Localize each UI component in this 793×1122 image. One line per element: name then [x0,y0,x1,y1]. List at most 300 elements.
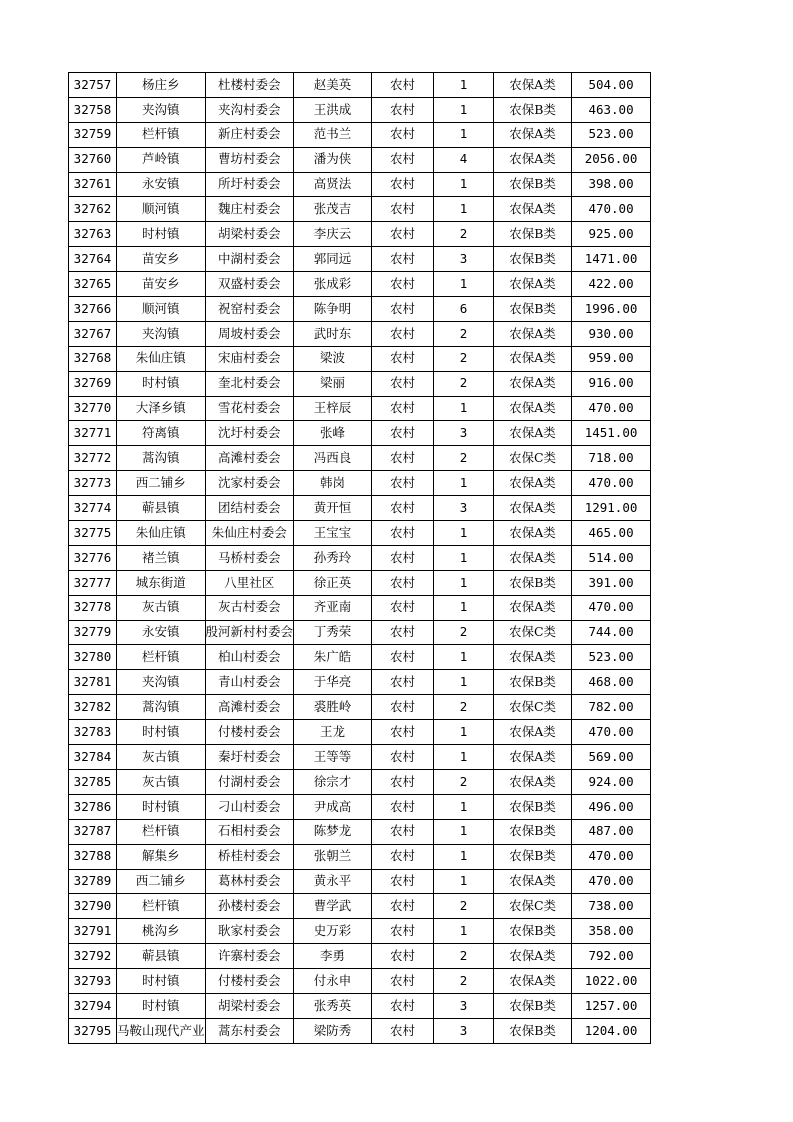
table-row [69,272,651,297]
cell-amount: 523.00 [572,645,651,670]
cell-member-count: 1 [434,122,494,147]
cell-member-count: 1 [434,521,494,546]
cell-township: 符离镇 [117,421,206,446]
cell-record-id: 32790 [69,894,117,919]
table-row [69,1018,651,1043]
cell-household-type: 农村 [372,421,434,446]
cell-record-id: 32784 [69,745,117,770]
table-row [69,869,651,894]
cell-village-committee: 付湖村委会 [205,769,294,794]
cell-member-count: 1 [434,73,494,98]
cell-household-type: 农村 [372,595,434,620]
cell-record-id: 32783 [69,720,117,745]
cell-household-type: 农村 [372,496,434,521]
table-row [69,944,651,969]
cell-village-committee: 魏庄村委会 [205,197,294,222]
cell-township: 解集乡 [117,844,206,869]
cell-person-name: 史万彩 [294,919,372,944]
cell-record-id: 32787 [69,819,117,844]
table-row [69,97,651,122]
cell-village-committee: 朱仙庄村委会 [205,521,294,546]
cell-village-committee: 石相村委会 [205,819,294,844]
cell-village-committee: 胡梁村委会 [205,222,294,247]
cell-record-id: 32781 [69,670,117,695]
cell-village-committee: 马桥村委会 [205,545,294,570]
cell-insurance-category: 农保B类 [494,172,572,197]
cell-insurance-category: 农保B类 [494,819,572,844]
cell-amount: 468.00 [572,670,651,695]
cell-village-committee: 祝窑村委会 [205,297,294,322]
cell-record-id: 32791 [69,919,117,944]
cell-village-committee: 高滩村委会 [205,446,294,471]
cell-household-type: 农村 [372,944,434,969]
cell-member-count: 3 [434,993,494,1018]
cell-person-name: 王龙 [294,720,372,745]
cell-record-id: 32795 [69,1018,117,1043]
cell-township: 褚兰镇 [117,545,206,570]
cell-village-committee: 柏山村委会 [205,645,294,670]
cell-person-name: 陈争明 [294,297,372,322]
cell-insurance-category: 农保B类 [494,919,572,944]
cell-household-type: 农村 [372,446,434,471]
cell-member-count: 1 [434,670,494,695]
cell-township: 栏杆镇 [117,122,206,147]
cell-township: 芦岭镇 [117,147,206,172]
cell-insurance-category: 农保B类 [494,844,572,869]
table-row [69,570,651,595]
cell-household-type: 农村 [372,172,434,197]
cell-household-type: 农村 [372,97,434,122]
cell-household-type: 农村 [372,471,434,496]
cell-record-id: 32794 [69,993,117,1018]
cell-person-name: 梁防秀 [294,1018,372,1043]
cell-household-type: 农村 [372,869,434,894]
cell-village-committee: 双盛村委会 [205,272,294,297]
cell-insurance-category: 农保A类 [494,421,572,446]
cell-person-name: 尹成高 [294,794,372,819]
cell-insurance-category: 农保A类 [494,496,572,521]
cell-record-id: 32758 [69,97,117,122]
table-row [69,73,651,98]
cell-record-id: 32779 [69,620,117,645]
cell-village-committee: 奎北村委会 [205,371,294,396]
table-row [69,172,651,197]
cell-member-count: 1 [434,745,494,770]
cell-member-count: 1 [434,869,494,894]
cell-village-committee: 周坡村委会 [205,321,294,346]
cell-person-name: 张峰 [294,421,372,446]
cell-person-name: 潘为侠 [294,147,372,172]
cell-township: 灰古镇 [117,745,206,770]
cell-amount: 523.00 [572,122,651,147]
cell-record-id: 32786 [69,794,117,819]
cell-member-count: 1 [434,720,494,745]
cell-household-type: 农村 [372,73,434,98]
cell-amount: 925.00 [572,222,651,247]
cell-township: 时村镇 [117,969,206,994]
cell-amount: 358.00 [572,919,651,944]
cell-village-committee: 新庄村委会 [205,122,294,147]
cell-record-id: 32788 [69,844,117,869]
cell-record-id: 32789 [69,869,117,894]
cell-insurance-category: 农保B类 [494,570,572,595]
cell-record-id: 32768 [69,346,117,371]
table-row [69,769,651,794]
cell-member-count: 1 [434,645,494,670]
cell-household-type: 农村 [372,894,434,919]
table-row [69,496,651,521]
table-row [69,993,651,1018]
cell-township: 大泽乡镇 [117,396,206,421]
cell-household-type: 农村 [372,645,434,670]
table-row [69,147,651,172]
cell-household-type: 农村 [372,993,434,1018]
cell-amount: 2056.00 [572,147,651,172]
cell-person-name: 张朝兰 [294,844,372,869]
cell-amount: 496.00 [572,794,651,819]
cell-household-type: 农村 [372,346,434,371]
cell-member-count: 1 [434,794,494,819]
cell-village-committee: 蒿东村委会 [205,1018,294,1043]
cell-village-committee: 高滩村委会 [205,695,294,720]
cell-record-id: 32764 [69,247,117,272]
cell-household-type: 农村 [372,272,434,297]
table-body [69,73,651,1044]
cell-household-type: 农村 [372,570,434,595]
cell-township: 杨庄乡 [117,73,206,98]
cell-township: 夹沟镇 [117,97,206,122]
cell-person-name: 孙秀玲 [294,545,372,570]
cell-insurance-category: 农保A类 [494,471,572,496]
cell-person-name: 李庆云 [294,222,372,247]
cell-township: 蒿沟镇 [117,446,206,471]
cell-record-id: 32770 [69,396,117,421]
table-row [69,321,651,346]
cell-insurance-category: 农保A类 [494,769,572,794]
cell-record-id: 32782 [69,695,117,720]
table-row [69,446,651,471]
cell-person-name: 王梓辰 [294,396,372,421]
cell-member-count: 1 [434,570,494,595]
cell-person-name: 于华亮 [294,670,372,695]
cell-insurance-category: 农保B类 [494,247,572,272]
cell-person-name: 范书兰 [294,122,372,147]
cell-insurance-category: 农保B类 [494,97,572,122]
cell-record-id: 32792 [69,944,117,969]
cell-member-count: 1 [434,272,494,297]
cell-amount: 398.00 [572,172,651,197]
cell-village-committee: 刁山村委会 [205,794,294,819]
cell-township: 苗安乡 [117,272,206,297]
cell-household-type: 农村 [372,371,434,396]
cell-member-count: 1 [434,844,494,869]
cell-record-id: 32775 [69,521,117,546]
cell-insurance-category: 农保A类 [494,272,572,297]
table-row [69,595,651,620]
cell-township: 时村镇 [117,993,206,1018]
cell-person-name: 王宝宝 [294,521,372,546]
cell-amount: 1022.00 [572,969,651,994]
cell-township: 西二铺乡 [117,471,206,496]
cell-record-id: 32765 [69,272,117,297]
cell-amount: 470.00 [572,471,651,496]
cell-insurance-category: 农保C类 [494,894,572,919]
cell-record-id: 32766 [69,297,117,322]
cell-township: 顺河镇 [117,197,206,222]
cell-person-name: 高贤法 [294,172,372,197]
cell-person-name: 徐正英 [294,570,372,595]
cell-person-name: 徐宗才 [294,769,372,794]
cell-village-committee: 青山村委会 [205,670,294,695]
cell-household-type: 农村 [372,794,434,819]
cell-person-name: 丁秀荣 [294,620,372,645]
cell-household-type: 农村 [372,545,434,570]
cell-township: 时村镇 [117,371,206,396]
cell-person-name: 郭同远 [294,247,372,272]
cell-village-committee: 八里社区 [205,570,294,595]
cell-village-committee: 许寨村委会 [205,944,294,969]
table-row [69,222,651,247]
cell-member-count: 2 [434,969,494,994]
cell-amount: 463.00 [572,97,651,122]
cell-household-type: 农村 [372,720,434,745]
cell-village-committee: 杜楼村委会 [205,73,294,98]
cell-record-id: 32778 [69,595,117,620]
table-row [69,645,651,670]
cell-amount: 924.00 [572,769,651,794]
cell-person-name: 梁波 [294,346,372,371]
table-row [69,794,651,819]
cell-insurance-category: 农保C类 [494,446,572,471]
table-row [69,247,651,272]
cell-record-id: 32772 [69,446,117,471]
cell-insurance-category: 农保B类 [494,993,572,1018]
cell-person-name: 张秀英 [294,993,372,1018]
cell-record-id: 32776 [69,545,117,570]
cell-household-type: 农村 [372,745,434,770]
cell-person-name: 付永申 [294,969,372,994]
cell-village-committee: 灰古村委会 [205,595,294,620]
cell-amount: 916.00 [572,371,651,396]
cell-township: 城东街道 [117,570,206,595]
cell-amount: 514.00 [572,545,651,570]
cell-village-committee: 雪花村委会 [205,396,294,421]
cell-insurance-category: 农保A类 [494,869,572,894]
cell-household-type: 农村 [372,969,434,994]
cell-record-id: 32762 [69,197,117,222]
cell-member-count: 1 [434,471,494,496]
cell-person-name: 赵美英 [294,73,372,98]
cell-village-committee: 夹沟村委会 [205,97,294,122]
cell-person-name: 陈梦龙 [294,819,372,844]
table-row [69,421,651,446]
table-row [69,471,651,496]
cell-amount: 1471.00 [572,247,651,272]
cell-person-name: 武时东 [294,321,372,346]
cell-village-committee: 殷河新村村委会 [205,620,294,645]
cell-insurance-category: 农保A类 [494,595,572,620]
cell-amount: 470.00 [572,869,651,894]
cell-village-committee: 秦圩村委会 [205,745,294,770]
cell-township: 灰古镇 [117,769,206,794]
table-row [69,745,651,770]
cell-person-name: 王等等 [294,745,372,770]
cell-member-count: 2 [434,620,494,645]
cell-member-count: 2 [434,222,494,247]
cell-record-id: 32757 [69,73,117,98]
cell-amount: 1291.00 [572,496,651,521]
table-row [69,122,651,147]
cell-record-id: 32761 [69,172,117,197]
cell-member-count: 1 [434,197,494,222]
cell-household-type: 农村 [372,1018,434,1043]
cell-township: 夹沟镇 [117,321,206,346]
table-row [69,620,651,645]
cell-village-committee: 孙楼村委会 [205,894,294,919]
cell-household-type: 农村 [372,620,434,645]
cell-person-name: 曹学武 [294,894,372,919]
cell-amount: 744.00 [572,620,651,645]
cell-township: 灰古镇 [117,595,206,620]
cell-record-id: 32759 [69,122,117,147]
cell-village-committee: 团结村委会 [205,496,294,521]
cell-household-type: 农村 [372,819,434,844]
cell-amount: 465.00 [572,521,651,546]
cell-insurance-category: 农保A类 [494,545,572,570]
cell-township: 苗安乡 [117,247,206,272]
cell-household-type: 农村 [372,670,434,695]
cell-person-name: 韩岗 [294,471,372,496]
cell-household-type: 农村 [372,919,434,944]
cell-township: 时村镇 [117,222,206,247]
cell-member-count: 3 [434,421,494,446]
cell-township: 蕲县镇 [117,944,206,969]
cell-township: 永安镇 [117,620,206,645]
cell-village-committee: 付楼村委会 [205,969,294,994]
cell-member-count: 1 [434,545,494,570]
cell-township: 永安镇 [117,172,206,197]
cell-person-name: 王洪成 [294,97,372,122]
cell-record-id: 32771 [69,421,117,446]
cell-member-count: 4 [434,147,494,172]
cell-insurance-category: 农保B类 [494,670,572,695]
cell-insurance-category: 农保A类 [494,969,572,994]
cell-insurance-category: 农保A类 [494,122,572,147]
cell-person-name: 冯西良 [294,446,372,471]
cell-household-type: 农村 [372,197,434,222]
table-row [69,197,651,222]
cell-amount: 391.00 [572,570,651,595]
table-row [69,919,651,944]
cell-household-type: 农村 [372,769,434,794]
cell-amount: 504.00 [572,73,651,98]
cell-village-committee: 桥桂村委会 [205,844,294,869]
cell-insurance-category: 农保B类 [494,222,572,247]
cell-member-count: 2 [434,695,494,720]
cell-member-count: 2 [434,446,494,471]
cell-township: 桃沟乡 [117,919,206,944]
cell-person-name: 张茂吉 [294,197,372,222]
cell-record-id: 32773 [69,471,117,496]
cell-household-type: 农村 [372,321,434,346]
table-row [69,670,651,695]
cell-insurance-category: 农保B类 [494,794,572,819]
cell-insurance-category: 农保C类 [494,695,572,720]
cell-township: 栏杆镇 [117,894,206,919]
cell-household-type: 农村 [372,247,434,272]
cell-village-committee: 沈圩村委会 [205,421,294,446]
cell-record-id: 32777 [69,570,117,595]
cell-insurance-category: 农保A类 [494,645,572,670]
cell-record-id: 32760 [69,147,117,172]
cell-insurance-category: 农保C类 [494,620,572,645]
cell-member-count: 2 [434,944,494,969]
cell-household-type: 农村 [372,695,434,720]
cell-township: 朱仙庄镇 [117,521,206,546]
cell-household-type: 农村 [372,521,434,546]
cell-member-count: 1 [434,172,494,197]
cell-insurance-category: 农保A类 [494,720,572,745]
cell-record-id: 32774 [69,496,117,521]
cell-township: 朱仙庄镇 [117,346,206,371]
cell-amount: 1257.00 [572,993,651,1018]
cell-member-count: 2 [434,769,494,794]
cell-household-type: 农村 [372,844,434,869]
cell-member-count: 2 [434,321,494,346]
cell-amount: 718.00 [572,446,651,471]
table-row [69,695,651,720]
cell-amount: 792.00 [572,944,651,969]
cell-township: 顺河镇 [117,297,206,322]
cell-amount: 470.00 [572,595,651,620]
cell-insurance-category: 农保A类 [494,147,572,172]
cell-insurance-category: 农保A类 [494,73,572,98]
cell-village-committee: 中湖村委会 [205,247,294,272]
cell-township: 夹沟镇 [117,670,206,695]
cell-township: 蒿沟镇 [117,695,206,720]
cell-amount: 1204.00 [572,1018,651,1043]
cell-person-name: 齐亚南 [294,595,372,620]
cell-member-count: 2 [434,371,494,396]
cell-member-count: 3 [434,1018,494,1043]
cell-insurance-category: 农保A类 [494,396,572,421]
cell-township: 马鞍山现代产业 [117,1018,206,1043]
cell-person-name: 黄永平 [294,869,372,894]
cell-amount: 470.00 [572,844,651,869]
relief-roster-table [68,72,651,1044]
cell-insurance-category: 农保A类 [494,321,572,346]
cell-amount: 738.00 [572,894,651,919]
cell-amount: 782.00 [572,695,651,720]
cell-household-type: 农村 [372,222,434,247]
table-row [69,844,651,869]
cell-member-count: 2 [434,894,494,919]
cell-member-count: 1 [434,595,494,620]
cell-member-count: 3 [434,496,494,521]
cell-village-committee: 胡梁村委会 [205,993,294,1018]
table-row [69,297,651,322]
cell-household-type: 农村 [372,147,434,172]
cell-amount: 487.00 [572,819,651,844]
cell-household-type: 农村 [372,396,434,421]
cell-amount: 470.00 [572,396,651,421]
cell-member-count: 1 [434,396,494,421]
cell-member-count: 2 [434,346,494,371]
cell-record-id: 32793 [69,969,117,994]
cell-amount: 569.00 [572,745,651,770]
cell-amount: 470.00 [572,197,651,222]
cell-record-id: 32785 [69,769,117,794]
